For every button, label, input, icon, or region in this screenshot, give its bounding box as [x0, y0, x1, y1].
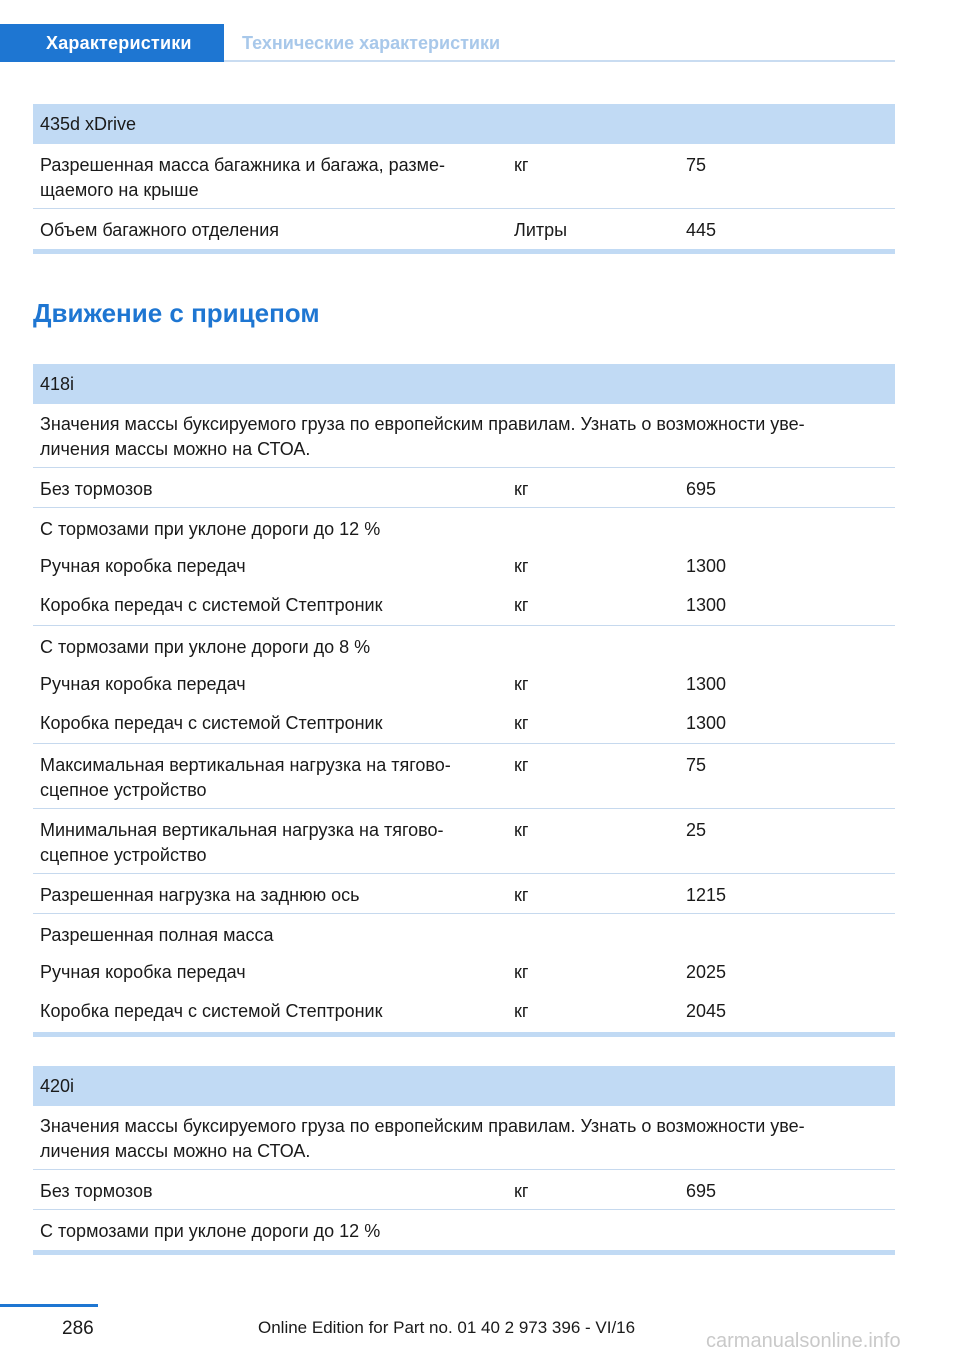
table-bottom-bar: [33, 1250, 895, 1255]
header-underline: [224, 60, 895, 62]
row-label: Минимальная вертикальная нагрузка на тягово- сцепное устройство: [40, 820, 444, 865]
table-note-row: [33, 404, 895, 468]
table-row: [33, 586, 895, 626]
table-bottom-bar: [33, 1032, 895, 1037]
row-value: 1300: [686, 556, 727, 576]
row-value: 1215: [686, 885, 727, 905]
row-label: Максимальная вертикальная нагрузка на тягово- сцепное устройство: [40, 755, 451, 800]
row-label: Коробка передач с системой Стептроник: [40, 595, 383, 615]
row-label: Коробка передач с системой Стептроник: [40, 713, 383, 733]
row-value: 25: [686, 820, 707, 840]
spec-table-420i: [33, 1066, 895, 1255]
row-value: 2025: [686, 962, 727, 982]
table-row: [33, 626, 895, 665]
row-value: 1300: [686, 674, 727, 694]
row-label: Без тормозов: [40, 1181, 153, 1201]
row-label: Разрешенная нагрузка на заднюю ось: [40, 885, 360, 905]
row-unit: кг: [514, 713, 529, 733]
table-row: [33, 809, 895, 874]
table-row: [33, 874, 895, 914]
page-number: 286: [62, 1318, 94, 1339]
table-bottom-bar: [33, 249, 895, 254]
table-row: [33, 468, 895, 508]
footer-accent-line: [0, 1304, 98, 1307]
row-label: Ручная коробка передач: [40, 674, 246, 694]
table-row: [33, 1170, 895, 1210]
table-note: Значения массы буксируемого груза по европейским правилам. Узнать о возможности уве- личения массы можно на СТОА.: [40, 1116, 805, 1161]
table-model-header: 420i: [33, 1066, 895, 1106]
edition-note: Online Edition for Part no. 01 40 2 973 396 - VI/16: [258, 1318, 636, 1337]
row-value: 2045: [686, 1001, 727, 1021]
row-label: Без тормозов: [40, 479, 153, 499]
table-row: [33, 144, 895, 209]
row-label: Ручная коробка передач: [40, 962, 246, 982]
spec-table-418i: [33, 364, 895, 1037]
section-title: Движение с прицепом: [33, 298, 320, 328]
row-label: С тормозами при уклоне дороги до 12 %: [40, 519, 381, 539]
row-unit: кг: [514, 962, 529, 982]
header-tab-characteristics[interactable]: Характеристики: [0, 24, 224, 62]
row-label: Коробка передач с системой Стептроник: [40, 1001, 383, 1021]
row-value: 75: [686, 155, 707, 175]
watermark: carmanualsonline.info: [706, 1330, 901, 1352]
row-label: [33, 153, 508, 203]
page-header: [0, 24, 895, 62]
table-model-header: 435d xDrive: [33, 104, 895, 144]
table-model-header: 418i: [33, 364, 895, 404]
spec-table-435d: [33, 104, 895, 254]
row-value: 445: [686, 220, 717, 240]
row-unit: кг: [514, 820, 529, 840]
table-row: [33, 992, 895, 1032]
row-value: 1300: [686, 595, 727, 615]
table-row: [33, 704, 895, 744]
row-unit: кг: [514, 595, 529, 615]
table-note-row: [33, 1106, 895, 1170]
table-row: [33, 953, 895, 992]
row-value: 695: [686, 479, 717, 499]
row-label: Разрешенная полная масса: [40, 925, 274, 945]
header-tab-technical-specs[interactable]: Технические характеристики: [242, 33, 501, 53]
row-value: 1300: [686, 713, 727, 733]
table-row: [33, 914, 895, 953]
table-note: Значения массы буксируемого груза по европейским правилам. Узнать о возможности уве- личения массы можно на СТОА.: [40, 414, 805, 459]
table-row: [33, 665, 895, 704]
row-unit: кг: [514, 1181, 529, 1201]
row-unit: кг: [514, 556, 529, 576]
row-unit: кг: [514, 755, 529, 775]
row-unit: Литры: [514, 220, 568, 240]
table-row: [33, 209, 895, 249]
table-row: [33, 744, 895, 809]
row-label: Объем багажного отделения: [40, 220, 280, 240]
row-unit: кг: [514, 885, 529, 905]
row-label: Ручная коробка передач: [40, 556, 246, 576]
row-label: С тормозами при уклоне дороги до 8 %: [40, 637, 371, 657]
row-unit: кг: [514, 674, 529, 694]
row-label: С тормозами при уклоне дороги до 12 %: [40, 1221, 381, 1241]
row-unit: кг: [514, 155, 529, 175]
row-unit: кг: [514, 1001, 529, 1021]
row-unit: кг: [514, 479, 529, 499]
table-row: [33, 547, 895, 586]
row-label-text: Разрешенная масса багажника и багажа, разме- щаемого на крыше: [40, 155, 446, 200]
table-row: [33, 508, 895, 547]
row-value: 695: [686, 1181, 717, 1201]
row-value: 75: [686, 755, 707, 775]
table-row: [33, 1210, 895, 1250]
